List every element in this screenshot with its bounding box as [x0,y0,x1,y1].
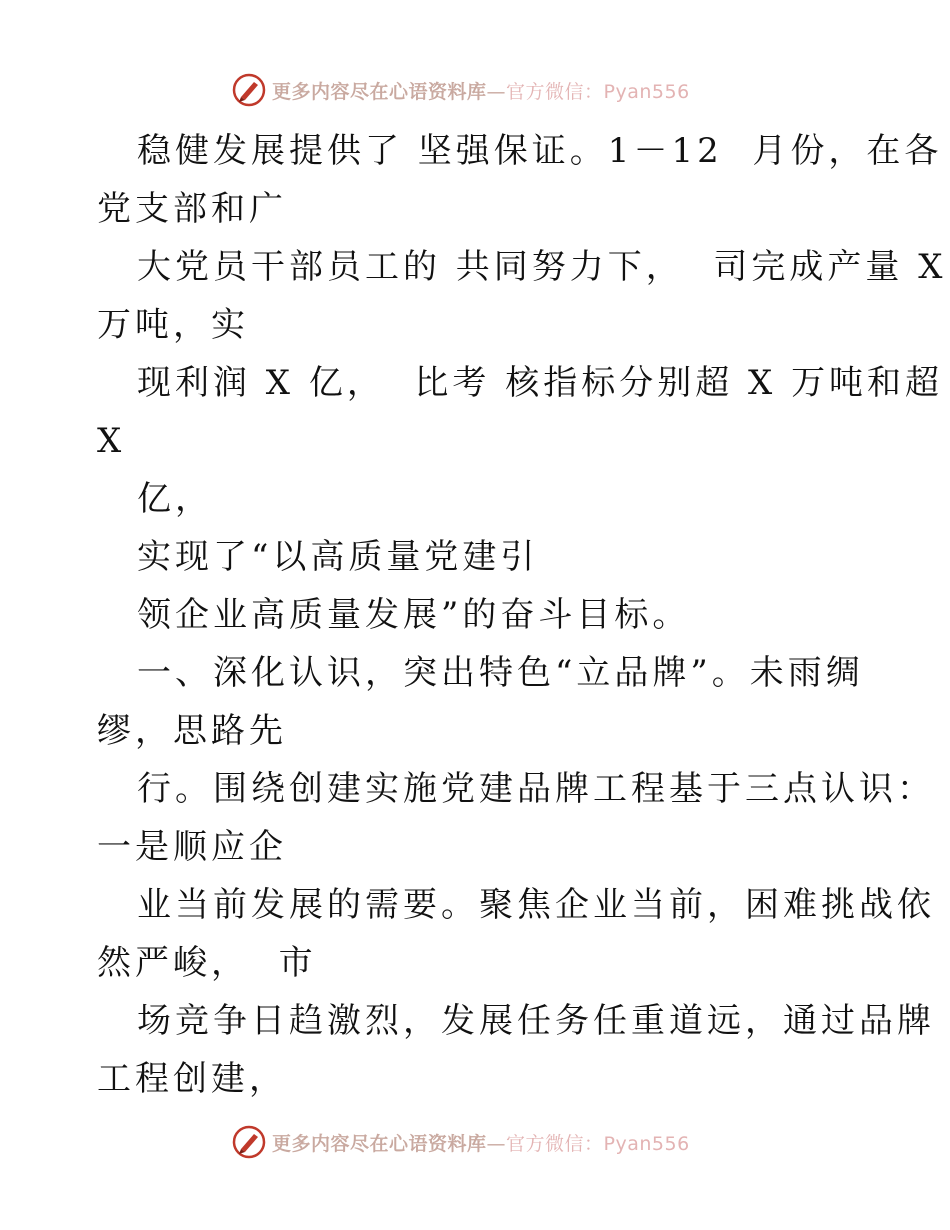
footer-watermark-banner [0,1122,950,1162]
watermark-separator: — [486,1132,507,1155]
watermark-separator: — [486,80,507,103]
document-body [97,122,947,1108]
header-watermark-banner [0,70,950,110]
body-line: 场竞争日趋激烈，发展任务任重道远，通过品牌 [137,1001,935,1041]
body-line: 行。围绕创建实施党建品牌工程基于三点认识： [137,769,935,809]
body-line: 工程创建， [97,1059,287,1099]
pen-logo-icon [232,73,266,107]
body-line: 万吨，实 [97,305,249,345]
body-line: X [97,421,126,461]
body-line: 一是顺应企 [97,827,287,867]
watermark-text [272,1129,690,1156]
body-line: 业当前发展的需要。聚焦企业当前，困难挑战依 [137,885,935,925]
body-line: 大党员干部员工的 共同努力下， 司完成产量 X [137,247,947,287]
watermark-site-text: 更多内容尽在心语资料库 [272,1132,487,1155]
watermark-site-text: 更多内容尽在心语资料库 [272,80,487,103]
body-line: 稳健发展提供了 坚强保证。1－12 月份，在各 [137,131,943,171]
body-line: 党支部和广 [97,189,287,229]
body-line: 现利润 X 亿， 比考 核指标分别超 X 万吨和超 [137,363,944,403]
body-line: 亿， [137,479,213,519]
pen-logo-icon [232,1125,266,1159]
watermark-wechat-text: 官方微信：Pyan556 [506,1132,690,1155]
body-line: 实现了“以高质量党建引 [137,537,539,577]
body-line: 领企业高质量发展”的奋斗目标。 [137,595,691,635]
watermark-wechat-text: 官方微信：Pyan556 [506,80,690,103]
body-line: 缪，思路先 [97,711,287,751]
watermark-text [272,77,690,104]
body-line: 一、深化认识，突出特色“立品牌”。未雨绸 [137,653,864,693]
body-line: 然严峻， 市 [97,943,317,983]
